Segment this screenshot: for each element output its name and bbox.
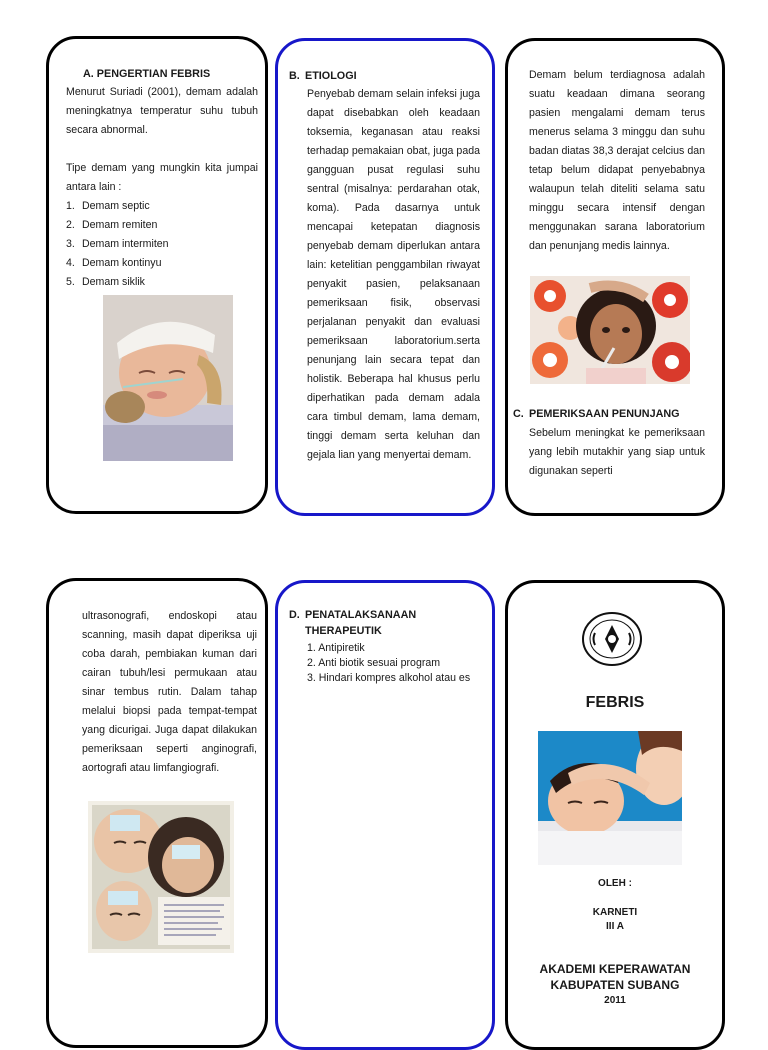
by-label: OLEH : bbox=[598, 878, 632, 889]
panel-penatalaksanaan bbox=[275, 580, 495, 1050]
etiologi-body: Penyebab demam selain infeksi juga dapat disebabkan oleh keadaan toksemia, keganasan atau reaksi terhadap pemakaian obat, juga pada gangguan pusat regulasi suhu sentral (misalnya: perdarahan otak, koma). Pada dasarnya untuk mencapai ketepatan diagnosis penyebab demam diperlukan antara lain: ketelitian penggambilan riwayat penyakit pasien, pelaksanaan pemeriksaan fisik, observasi perjalanan penyakit dan evaluasi pemeriksaan laboratorium.serta penunjang lain secara tepat dan holistik. Beberapa hal khusus perlu diperhatikan pada demam adala cara timbul demam, lama demam, tinggi demam serta keluhan dan gejala lian yang menyertai demam. bbox=[307, 88, 480, 461]
pemeriksaan-continued: ultrasonografi, endoskopi atau scanning, masih dapat diperiksa uji coba darah, pembiakan kuman dari cairan tubuh/lesi permukaan atau sinar tembus rutin. Dalam tahap melalui biopsi pada tempat-tempat yang dicurigai. Juga dapat dilakukan pemeriksaan seperti anginografi, aortografi atau limfangiografi. bbox=[82, 610, 257, 774]
heading-pemeriksaan-penunjang: C. PEMERIKSAAN PENUNJANG bbox=[513, 408, 680, 420]
mother-sick-child-photo bbox=[538, 731, 682, 865]
list-item: 2. Anti biotik sesuai program bbox=[307, 657, 441, 669]
publication-year: 2011 bbox=[604, 995, 626, 1006]
panel-demam-belum-terdiagnosa bbox=[505, 38, 725, 516]
cover-title: FEBRIS bbox=[585, 694, 645, 711]
list-item: 1. Demam septic bbox=[66, 200, 150, 212]
author-class: III A bbox=[606, 921, 624, 932]
list-item: 5. Demam siklik bbox=[66, 276, 145, 288]
list-item: 2. Demam remiten bbox=[66, 219, 158, 231]
list-item: 3. Demam intermiten bbox=[66, 238, 169, 250]
fever-type-list bbox=[66, 197, 169, 292]
institution-name: AKADEMI KEPERAWATAN bbox=[539, 962, 691, 976]
institution-block bbox=[508, 961, 722, 1009]
list-item: 1. Antipiretik bbox=[307, 642, 365, 654]
sick-child-bandage-photo bbox=[103, 295, 233, 461]
pengertian-definition: Menurut Suriadi (2001), demam adalah meningkatnya temperatur suhu tubuh secara abnormal. bbox=[66, 86, 258, 136]
pemeriksaan-intro: Sebelum meningkat ke pemeriksaan yang lebih mutakhir yang siap untuk digunakan seperti bbox=[529, 427, 705, 477]
author-block bbox=[508, 906, 722, 934]
heading-penatalaksanaan: D. PENATALAKSANAAN THERAPEUTIK bbox=[289, 609, 417, 637]
therapy-list bbox=[307, 641, 470, 686]
pengertian-types-intro: Tipe demam yang mungkin kita jumpai antara lain : bbox=[66, 162, 258, 193]
list-item: 3. Hindari kompres alkohol atau es bbox=[307, 672, 471, 684]
institution-region: KABUPATEN SUBANG bbox=[550, 978, 680, 992]
babies-fever-patch-collage bbox=[88, 801, 234, 953]
institution-seal-logo bbox=[581, 611, 643, 667]
panel-cover bbox=[505, 580, 725, 1050]
author-name: KARNETI bbox=[592, 907, 638, 918]
fuo-description: Demam belum terdiagnosa adalah suatu keadaan dimana seorang pasien mengalami demam terus menerus selama 3 minggu dan suhu badan diatas 38,3 derajat celcius dan tetap belum didapat penyebabnya walaupun telah diteliti selama satu minggu secara intensif dengan menggunakan sarana laboratorium dan penunjang medis lainnya. bbox=[529, 69, 705, 252]
sick-girl-thermometer-photo bbox=[530, 276, 690, 384]
panel-etiologi bbox=[275, 38, 495, 516]
panel-pengertian bbox=[46, 36, 268, 514]
panel-pemeriksaan-lanjutan bbox=[46, 578, 268, 1048]
heading-etiologi: B. ETIOLOGI bbox=[289, 70, 357, 82]
heading-pengertian: A. PENGERTIAN FEBRIS bbox=[83, 68, 211, 80]
list-item: 4. Demam kontinyu bbox=[66, 257, 162, 269]
